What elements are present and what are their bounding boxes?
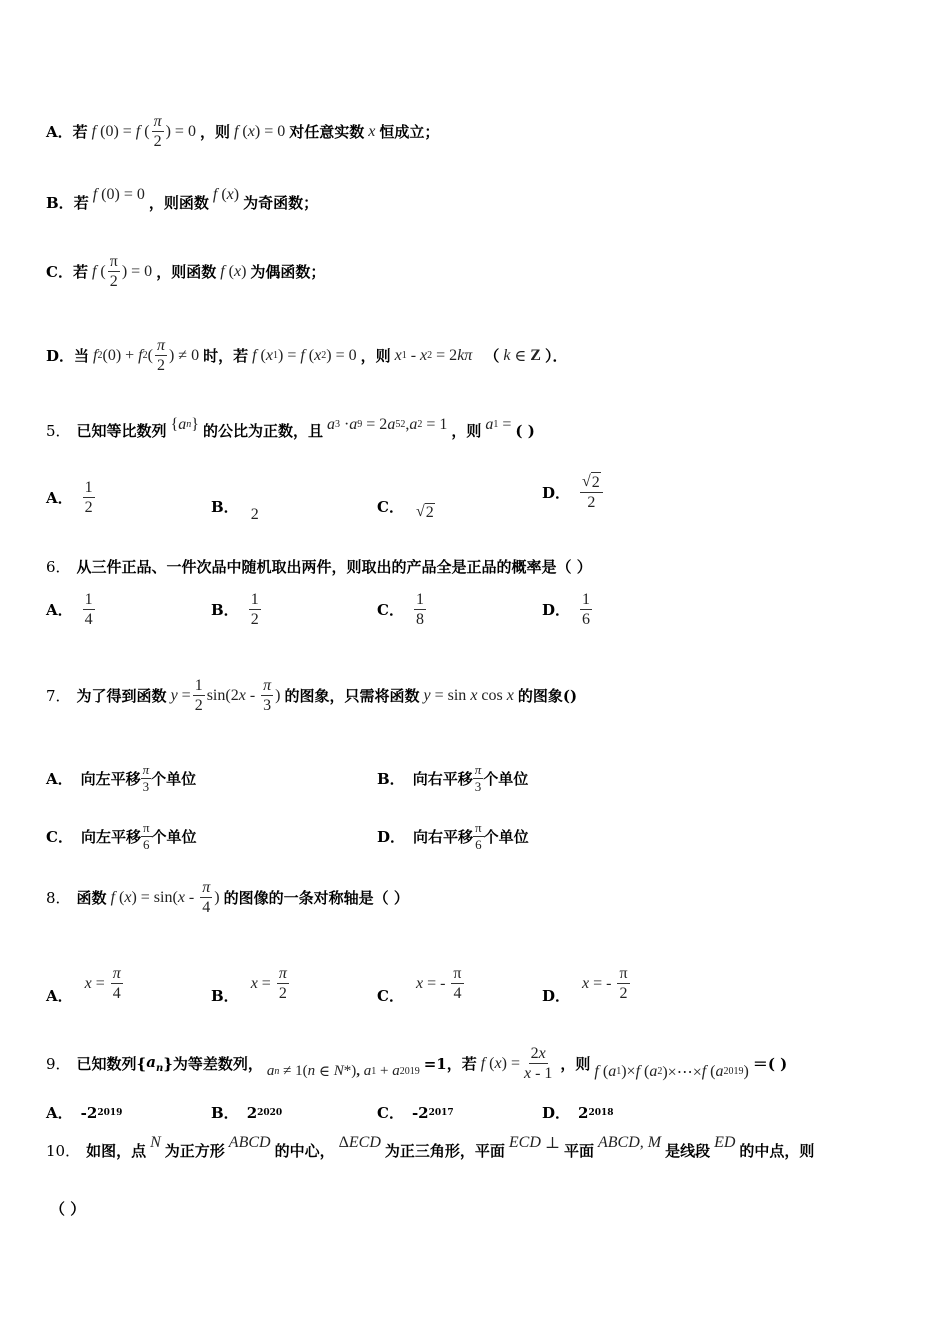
math-equation: f ( x 1 ) = f ( x 2 ) = 0 [252, 346, 357, 364]
text: 如图，点 [86, 1142, 147, 1160]
q9-option-c [377, 1102, 454, 1123]
option-label: C． [377, 601, 404, 620]
q5-option-b [211, 496, 263, 523]
q5-option-a [46, 478, 97, 517]
question-7 [46, 676, 577, 715]
math-product: f ( a 1 )× f ( a 2 )×⋯× f ( a 2019 ) [594, 1062, 749, 1081]
option-label: C． [377, 987, 404, 1006]
option-label: A． [46, 489, 73, 508]
answer-base: 2 [578, 1103, 589, 1122]
option-label: D． [377, 827, 406, 846]
option-label: A． [46, 601, 73, 620]
q8-option-a [46, 964, 129, 1006]
text: 个单位 [483, 827, 529, 846]
option-label: B． [211, 498, 239, 516]
option-label: A． [46, 769, 73, 788]
math-point-n: N [150, 1133, 161, 1151]
text: 对任意实数 [289, 123, 365, 142]
text: 个单位 [483, 769, 529, 788]
math-value: √ 2 [415, 503, 434, 521]
text: =1，若 [423, 1055, 477, 1074]
option-label: D． [542, 601, 571, 620]
math-axis: x = - $\frac{\pi}{4}$ [415, 965, 462, 1003]
q6-option-b [211, 590, 263, 629]
text: 时，若 [203, 347, 249, 366]
q10-paren [50, 1198, 85, 1219]
text: }为等差数列， [163, 1055, 263, 1074]
text: ＝( ) [752, 1055, 788, 1074]
answer-exponent: 2018 [588, 1107, 614, 1118]
math-k-in-z: k ∈ Z [503, 346, 541, 365]
question-number: 8． [46, 889, 71, 908]
question-number: 7． [46, 687, 71, 706]
math-shift: $\frac{\pi}{3}$ [474, 762, 482, 794]
math-axis: x = $\frac{\pi}{2}$ [250, 965, 287, 1003]
q4-option-b [46, 185, 319, 213]
math-source-function: y = sin x cos x [423, 686, 514, 704]
q4-option-a [46, 112, 439, 151]
q5-option-d [542, 472, 605, 512]
math-axis: x = $\frac{\pi}{4}$ [84, 965, 121, 1003]
option-label: D． [542, 483, 571, 502]
question-number: 6． [46, 558, 71, 576]
answer-paren: ( ) [515, 421, 535, 440]
math-condition: f (0) = f ( $\frac{\pi}{2}$ ) = 0 [91, 113, 196, 151]
question-8 [46, 878, 409, 917]
answer-paren: （ ） [50, 1200, 86, 1218]
math-condition: f (0) = 0 [92, 185, 145, 203]
q7-option-a [46, 762, 196, 794]
math-axis: x = - $\frac{\pi}{2}$ [582, 965, 628, 1003]
answer-base: 2 [246, 1103, 258, 1122]
q6-option-d [542, 590, 594, 629]
text: 为偶函数； [250, 263, 326, 282]
math-an: $a_n$ [146, 1053, 164, 1075]
text: 为正方形 [164, 1142, 225, 1160]
math-plane: ECD ⊥ [508, 1133, 560, 1152]
math-value: √ 2 2 [580, 472, 603, 512]
option-label: B． [211, 1104, 239, 1122]
q4-option-d [46, 336, 567, 375]
question-number: 9． [46, 1055, 71, 1074]
math-value: $\frac{1}{2}$ [84, 479, 93, 517]
option-label: C． [377, 1104, 404, 1122]
q9-option-a [46, 1102, 122, 1123]
option-label: C． [46, 263, 73, 282]
math-a1: a 1 = [485, 415, 512, 433]
q7-option-c [46, 820, 197, 852]
math-target-function: y = $\frac{1}{2}$ sin(2 x - $\frac{\pi}{3}$ ) [170, 677, 281, 715]
text: 函数 [76, 889, 107, 908]
math-value: $\frac{1}{6}$ [582, 591, 591, 629]
q4-option-c [46, 252, 325, 291]
math-fx-zero: f ( x ) = 0 [233, 122, 286, 140]
math-function: f ( x ) = sin( x - $\frac{\pi}{4}$ ) [110, 879, 220, 917]
question-6 [46, 556, 592, 577]
text: 从三件正品、一件次品中随机取出两件，则取出的产品全是正品的概率是（ ） [76, 558, 592, 576]
answer-exponent: 2020 [257, 1107, 283, 1118]
text: 的图像的一条对称轴是（ ） [223, 889, 409, 908]
math-square: ABCD [228, 1133, 271, 1151]
text: 已知数列{ [76, 1055, 147, 1074]
text: ，则 [199, 123, 230, 142]
text: ）． [544, 347, 568, 366]
math-plane-m: ABCD, M [597, 1133, 662, 1151]
option-label: A． [46, 1104, 73, 1122]
math-condition: a 3 · a 9 = 2 a 5 2 , a 2 = 1 [326, 415, 448, 433]
text: 的图象，只需将函数 [284, 687, 420, 706]
text: ，则函数 [156, 263, 217, 282]
text: 个单位 [151, 827, 197, 846]
text: 的中心， [274, 1142, 335, 1160]
option-label: B． [211, 601, 239, 620]
text: 若 [73, 194, 89, 212]
math-value: 2 [250, 505, 259, 523]
option-label: B． [46, 194, 74, 212]
text: （ [484, 347, 500, 366]
math-value: $\frac{1}{2}$ [250, 591, 259, 629]
q7-option-b [377, 762, 528, 794]
math-value: $\frac{1}{4}$ [84, 591, 93, 629]
text: 是线段 [665, 1142, 711, 1160]
math-shift: $\frac{\pi}{6}$ [475, 820, 482, 852]
answer-exponent: 2017 [428, 1107, 454, 1118]
math-function: f ( x ) = $\frac{2x}{x - 1}$ [480, 1045, 553, 1083]
q9-option-d [542, 1102, 614, 1123]
math-triangle: Δ ECD [338, 1133, 381, 1151]
text: 恒成立； [379, 123, 440, 142]
question-10 [46, 1133, 815, 1161]
math-condition: f 2 (0) + f 2 ( $\frac{\pi}{2}$ ) ≠ 0 [93, 337, 200, 375]
answer-base: -2 [80, 1103, 98, 1122]
text: 若 [72, 263, 88, 282]
math-condition: f ( $\frac{\pi}{2}$ ) = 0 [91, 253, 153, 291]
math-shift: $\frac{\pi}{6}$ [142, 820, 150, 852]
text: 向左平移 [80, 827, 141, 846]
text: ，则 [451, 422, 482, 440]
text: 为奇函数； [243, 194, 319, 212]
option-label: C． [377, 498, 404, 516]
text: 的中点，则 [739, 1142, 815, 1160]
text: 平面 [563, 1142, 594, 1160]
answer-base: -2 [411, 1103, 429, 1122]
text: 向右平移 [413, 827, 474, 846]
text: ，则函数 [148, 194, 209, 212]
math-fx: f ( x ) [212, 185, 240, 203]
math-condition: a n ≠ 1( n ∈ N *) , a 1 + a 2019 [266, 1063, 420, 1081]
text: 当 [74, 347, 90, 366]
question-5 [46, 415, 535, 441]
math-shift: $\frac{\pi}{3}$ [142, 762, 150, 794]
math-segment: ED [714, 1133, 736, 1151]
q8-option-b [211, 964, 295, 1006]
q5-option-c [377, 496, 439, 521]
q7-option-d [377, 820, 529, 852]
option-label: B． [211, 987, 239, 1006]
math-fx: f ( x ) [220, 262, 247, 280]
text: ，则 [560, 1055, 591, 1074]
option-label: C． [46, 827, 73, 846]
text: 个单位 [151, 769, 197, 788]
option-label: A． [46, 987, 73, 1006]
math-result: x 1 - x 2 = 2 kπ [394, 346, 473, 364]
text: 若 [72, 123, 88, 142]
q6-option-c [377, 590, 428, 629]
text: 向右平移 [412, 769, 473, 788]
text: 向左平移 [80, 769, 141, 788]
math-var: x [368, 122, 376, 140]
question-number: 10． [46, 1142, 81, 1160]
text: 的图象() [517, 687, 578, 706]
option-label: D． [542, 1104, 571, 1122]
text: 为了得到函数 [76, 687, 167, 706]
question-number: 5． [46, 422, 71, 440]
answer-exponent: 2019 [97, 1107, 123, 1118]
option-label: D． [46, 347, 75, 366]
q9-option-b [211, 1102, 282, 1123]
math-sequence: { a n } [170, 415, 199, 433]
math-value: $\frac{1}{8}$ [415, 591, 424, 629]
q8-option-d [542, 964, 636, 1006]
question-9 [46, 1044, 787, 1083]
text: ，则 [360, 347, 391, 366]
option-label: B． [377, 769, 405, 788]
text: 的公比为正数，且 [202, 422, 323, 440]
q8-option-c [377, 964, 470, 1006]
text: 已知等比数列 [76, 422, 167, 440]
option-label: A． [46, 123, 73, 142]
q6-option-a [46, 590, 97, 629]
option-label: D． [542, 987, 571, 1006]
text: 为正三角形，平面 [384, 1142, 505, 1160]
